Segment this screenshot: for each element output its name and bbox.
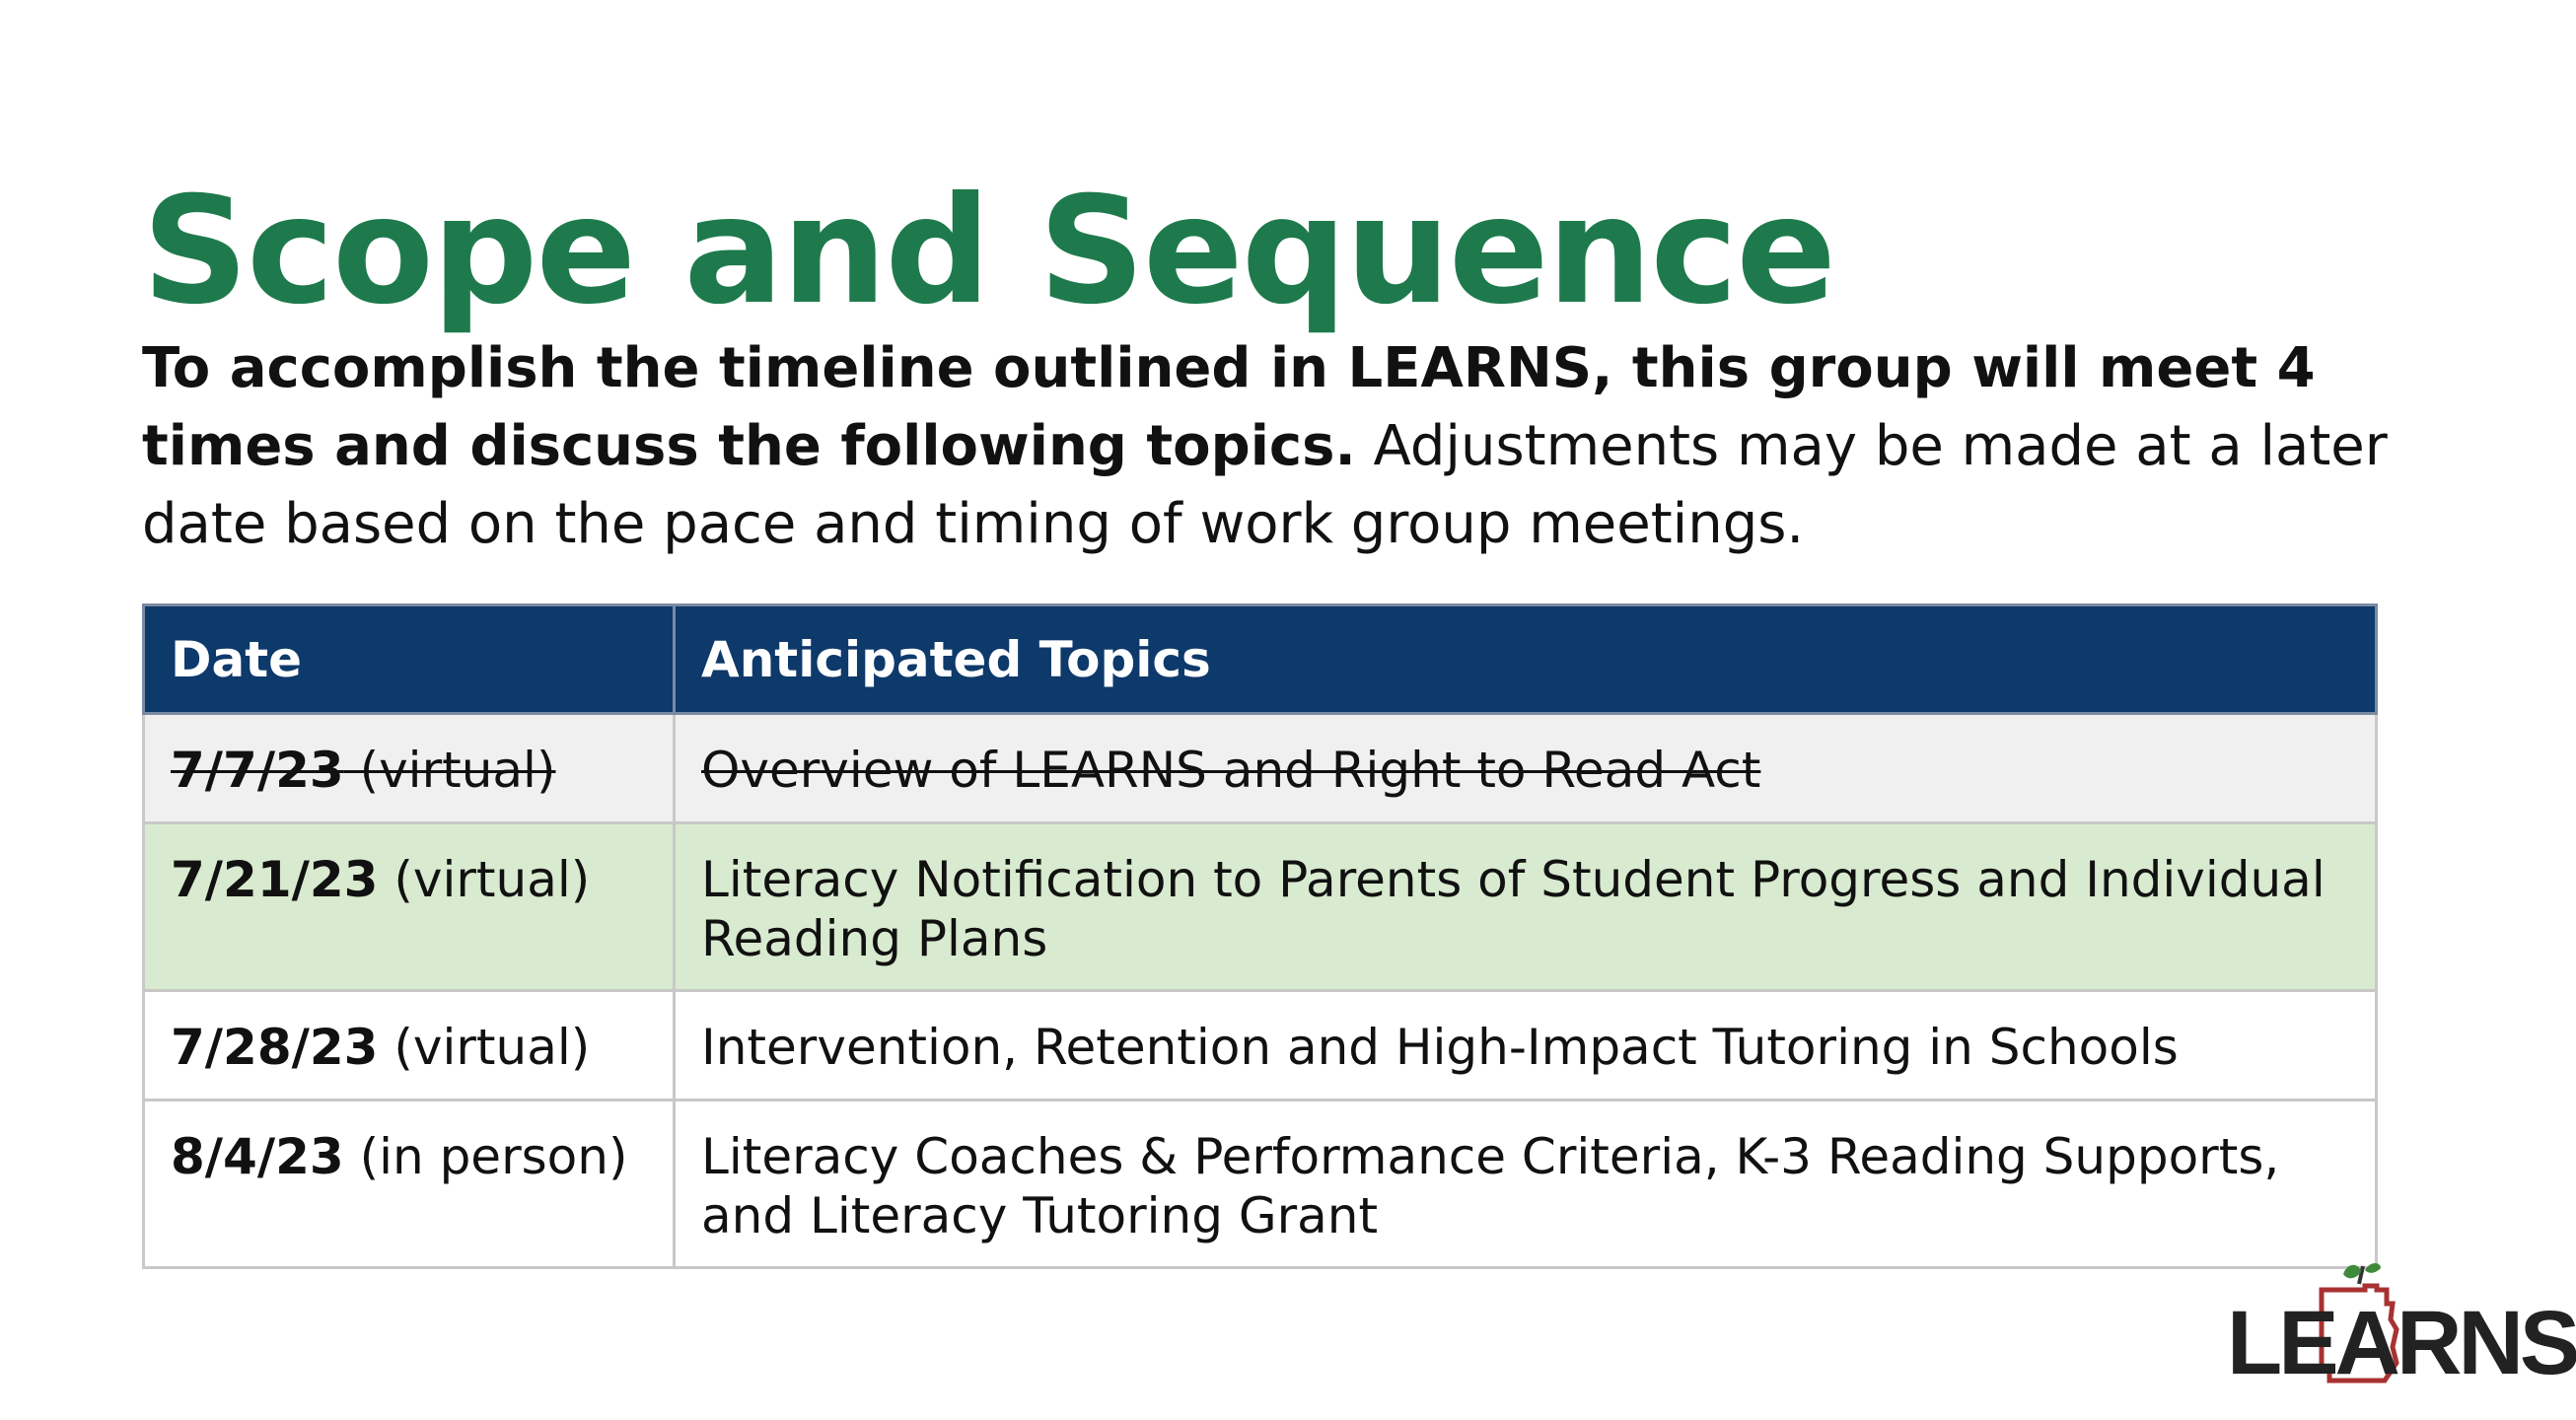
meeting-mode: (in person) — [343, 1128, 628, 1185]
meeting-topic: Literacy Notification to Parents of Student Progress and Individual Reading Plans — [701, 851, 2326, 967]
meeting-date: 8/4/23 — [171, 1128, 344, 1185]
schedule-table — [142, 604, 2378, 1269]
apple-leaf — [2343, 1265, 2361, 1279]
meeting-date: 7/28/23 — [171, 1019, 379, 1076]
date-cell — [144, 823, 675, 991]
meeting-date: 7/7/23 — [171, 742, 344, 799]
header-date: Date — [144, 605, 675, 714]
intro-bold-text: To accomplish the timeline outlined in LEARNS, this group will meet 4 times and discuss the following topics. — [142, 336, 2316, 478]
table-row — [144, 823, 2377, 991]
logo-text: LEARNS — [2227, 1293, 2576, 1393]
meeting-mode: (virtual) — [378, 851, 591, 908]
meeting-mode: (virtual) — [378, 1019, 591, 1076]
date-struck-wrap — [171, 742, 555, 799]
table-header-row — [144, 605, 2377, 714]
date-cell — [144, 714, 675, 823]
meeting-topic: Overview of LEARNS and Right to Read Act — [701, 742, 1761, 799]
intro-regular-text: Adjustments may be made at a later date based on the pace and timing of work group meetings. — [142, 414, 2388, 556]
date-cell — [144, 991, 675, 1100]
table-row — [144, 991, 2377, 1100]
date-cell — [144, 1100, 675, 1268]
topic-cell — [675, 1100, 2377, 1268]
table-row — [144, 1100, 2377, 1268]
page-title: Scope and Sequence — [142, 166, 1835, 337]
topic-cell — [675, 991, 2377, 1100]
learns-logo — [2227, 1260, 2576, 1393]
meeting-mode: (virtual) — [343, 742, 556, 799]
table-row — [144, 714, 2377, 823]
topic-cell — [675, 714, 2377, 823]
meeting-date: 7/21/23 — [171, 851, 379, 908]
topic-cell — [675, 823, 2377, 991]
meeting-topic: Literacy Coaches & Performance Criteria, K-3 Reading Supports, and Literacy Tutoring Grant — [701, 1128, 2280, 1244]
intro-paragraph — [142, 329, 2410, 563]
meeting-topic: Intervention, Retention and High-Impact Tutoring in Schools — [701, 1019, 2179, 1076]
header-topics: Anticipated Topics — [675, 605, 2377, 714]
apple-leaf-2 — [2365, 1263, 2381, 1273]
